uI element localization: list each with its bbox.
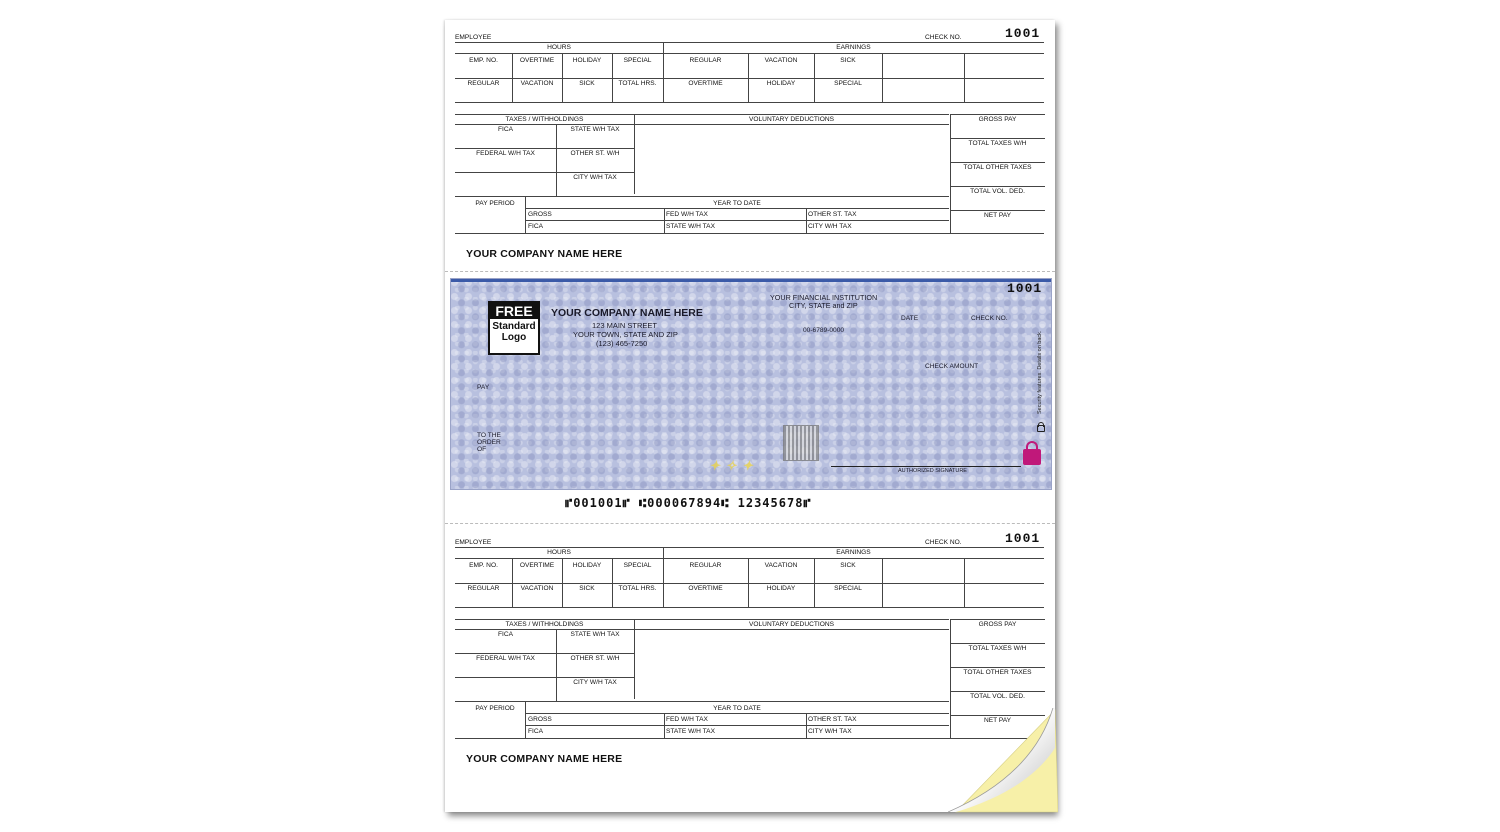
rule-line xyxy=(455,677,634,678)
rule-line xyxy=(455,196,949,197)
hours-header: HOURS xyxy=(547,44,571,51)
rule-line xyxy=(950,138,1045,139)
overtime-label: OVERTIME xyxy=(519,562,555,569)
earnings-header: EARNINGS xyxy=(836,44,871,51)
logo-standard-text: Standard xyxy=(492,321,536,332)
stub-company-name: YOUR COMPANY NAME HERE xyxy=(466,753,623,765)
net-pay-label: NET PAY xyxy=(983,212,1012,219)
earn-regular-label: REGULAR xyxy=(689,57,722,64)
column-divider xyxy=(664,208,665,233)
column-divider xyxy=(525,196,526,234)
rule-line xyxy=(950,691,1045,692)
rule-line xyxy=(455,619,949,620)
hologram-seal-icon xyxy=(783,425,819,461)
other-st-wh-label: OTHER ST. W/H xyxy=(570,655,620,662)
other-st-wh-label: OTHER ST. W/H xyxy=(570,150,620,157)
hrs-regular-label: REGULAR xyxy=(467,585,500,592)
column-divider xyxy=(882,558,883,607)
column-divider xyxy=(634,114,635,194)
special-label: SPECIAL xyxy=(623,562,652,569)
column-divider xyxy=(525,701,526,739)
heat-sensitive-mark: ✦ ✧ ✦ xyxy=(709,458,754,473)
rule-line xyxy=(525,725,949,726)
holiday-label: HOLIDAY xyxy=(572,562,602,569)
rule-line xyxy=(455,629,949,630)
column-divider xyxy=(806,713,807,738)
ytd-fica-label: FICA xyxy=(528,223,544,230)
rule-line xyxy=(950,643,1045,644)
earn-vacation-label: VACATION xyxy=(764,57,798,64)
column-divider xyxy=(663,42,664,102)
column-divider xyxy=(806,208,807,233)
earn-overtime-label: OVERTIME xyxy=(688,585,723,592)
stub-check-number: 1001 xyxy=(1005,26,1041,41)
column-divider xyxy=(964,558,965,607)
rule-line xyxy=(455,148,634,149)
logo-logo-text: Logo xyxy=(501,332,527,343)
total-vol-ded-label: TOTAL VOL. DED. xyxy=(970,693,1025,700)
check-body xyxy=(450,278,1052,490)
year-to-date-header: YEAR TO DATE xyxy=(713,705,761,712)
total-vol-ded-label: TOTAL VOL. DED. xyxy=(970,188,1025,195)
year-to-date-header: YEAR TO DATE xyxy=(713,200,761,207)
taxes-withholdings-header: TAXES / WITHHOLDINGS xyxy=(505,621,584,628)
rule-line xyxy=(455,558,1044,559)
emp-no-label: EMP. NO. xyxy=(469,562,498,569)
hrs-sick-label: SICK xyxy=(579,80,595,87)
emp-no-label: EMP. NO. xyxy=(469,57,498,64)
rule-line xyxy=(455,607,1044,608)
earn-holiday-label: HOLIDAY xyxy=(766,80,796,87)
signature-line xyxy=(831,466,1021,467)
rule-line xyxy=(950,210,1045,211)
small-lock-icon xyxy=(1037,425,1045,432)
page-curl-carbon-copy xyxy=(948,708,1058,814)
company-address: 123 MAIN STREET xyxy=(592,321,658,330)
micr-line: ⑈001001⑈ ⑆000067894⑆ 12345678⑈ xyxy=(565,496,812,510)
ytd-gross-label: GROSS xyxy=(528,211,552,218)
special-label: SPECIAL xyxy=(623,57,652,64)
column-divider xyxy=(556,124,557,196)
rule-line xyxy=(950,114,1045,115)
total-taxes-wh-label: TOTAL TAXES W/H xyxy=(968,140,1027,147)
rule-line xyxy=(455,78,1044,79)
date-label: DATE xyxy=(901,315,919,322)
column-divider xyxy=(664,713,665,738)
payroll-check-sheet xyxy=(445,20,1055,812)
top-payroll-stub xyxy=(445,20,1055,270)
hours-header: HOURS xyxy=(547,549,571,556)
security-features-note: Security features. Details on back. xyxy=(1037,330,1043,414)
rule-line xyxy=(455,233,1044,234)
earn-overtime-label: OVERTIME xyxy=(688,80,723,87)
check-amount-label: CHECK AMOUNT xyxy=(925,363,979,370)
fica-label: FICA xyxy=(497,631,514,638)
of-label: OF xyxy=(477,446,487,453)
state-wh-tax-label: STATE W/H TAX xyxy=(570,631,620,638)
hrs-vacation-label: VACATION xyxy=(520,80,554,87)
routing-fraction: 00-6789-0000 xyxy=(803,327,845,334)
gross-pay-label: GROSS PAY xyxy=(978,621,1017,628)
rule-line xyxy=(455,42,1044,43)
ytd-city-wh-tax-label: CITY W/H TAX xyxy=(808,728,852,735)
hrs-regular-label: REGULAR xyxy=(467,80,500,87)
overtime-label: OVERTIME xyxy=(519,57,555,64)
perforation-line-bottom xyxy=(445,523,1055,524)
ytd-city-wh-tax-label: CITY W/H TAX xyxy=(808,223,852,230)
federal-wh-tax-label: FEDERAL W/H TAX xyxy=(476,655,535,662)
earn-special-label: SPECIAL xyxy=(834,80,862,87)
rule-line xyxy=(455,102,1044,103)
rule-line xyxy=(950,667,1045,668)
fica-label: FICA xyxy=(497,126,514,133)
rule-line xyxy=(950,186,1045,187)
employee-label: EMPLOYEE xyxy=(455,539,492,546)
standard-logo xyxy=(488,301,540,355)
earn-vacation-label: VACATION xyxy=(764,562,798,569)
holiday-label: HOLIDAY xyxy=(572,57,602,64)
federal-wh-tax-label: FEDERAL W/H TAX xyxy=(476,150,535,157)
rule-line xyxy=(455,547,1044,548)
net-pay-label: NET PAY xyxy=(983,717,1012,724)
rule-line xyxy=(455,114,949,115)
ytd-gross-label: GROSS xyxy=(528,716,552,723)
earn-regular-label: REGULAR xyxy=(689,562,722,569)
city-wh-tax-label: CITY W/H TAX xyxy=(573,174,617,181)
authorized-signature-label: AUTHORIZED SIGNATURE xyxy=(898,468,967,474)
ytd-other-st-tax-label: OTHER ST. TAX xyxy=(808,211,857,218)
rule-line xyxy=(455,53,1044,54)
rule-line xyxy=(950,162,1045,163)
check-security-band xyxy=(451,279,1051,282)
rule-line xyxy=(525,713,949,714)
earnings-header: EARNINGS xyxy=(836,549,871,556)
bank-name: YOUR FINANCIAL INSTITUTION xyxy=(770,293,878,302)
order-label: ORDER xyxy=(477,439,501,446)
hrs-vacation-label: VACATION xyxy=(520,585,554,592)
taxes-withholdings-header: TAXES / WITHHOLDINGS xyxy=(505,116,584,123)
company-city-line: YOUR TOWN, STATE AND ZIP xyxy=(573,330,678,339)
ytd-state-wh-tax-label: STATE W/H TAX xyxy=(666,728,715,735)
column-divider xyxy=(634,619,635,699)
earn-sick-label: SICK xyxy=(840,57,856,64)
rule-line xyxy=(525,220,949,221)
earn-holiday-label: HOLIDAY xyxy=(766,585,796,592)
state-wh-tax-label: STATE W/H TAX xyxy=(570,126,620,133)
total-other-taxes-label: TOTAL OTHER TAXES xyxy=(963,669,1032,676)
total-taxes-wh-label: TOTAL TAXES W/H xyxy=(968,645,1027,652)
employee-label: EMPLOYEE xyxy=(455,34,492,41)
ytd-fed-wh-tax-label: FED W/H TAX xyxy=(666,716,708,723)
rule-line xyxy=(455,172,634,173)
check-number: 1001 xyxy=(1007,281,1043,296)
total-hrs-label: TOTAL HRS. xyxy=(618,585,657,592)
hrs-sick-label: SICK xyxy=(579,585,595,592)
check-company-name: YOUR COMPANY NAME HERE xyxy=(551,307,703,319)
ytd-fed-wh-tax-label: FED W/H TAX xyxy=(666,211,708,218)
ytd-other-st-tax-label: OTHER ST. TAX xyxy=(808,716,857,723)
voluntary-deductions-header: VOLUNTARY DEDUCTIONS xyxy=(748,116,834,123)
logo-free-text: FREE xyxy=(490,303,538,319)
total-hrs-label: TOTAL HRS. xyxy=(618,80,657,87)
rule-line xyxy=(455,653,634,654)
rule-line xyxy=(455,583,1044,584)
gross-pay-label: GROSS PAY xyxy=(978,116,1017,123)
pay-period-label: PAY PERIOD xyxy=(475,200,515,207)
rule-line xyxy=(525,208,949,209)
company-phone: (123) 465-7250 xyxy=(596,339,648,348)
bank-city: CITY, STATE and ZIP xyxy=(789,301,858,310)
column-divider xyxy=(964,53,965,102)
earn-sick-label: SICK xyxy=(840,562,856,569)
check-no-label: CHECK NO. xyxy=(925,539,962,546)
check-no-label: CHECK NO. xyxy=(971,315,1008,322)
pay-label: PAY xyxy=(477,384,490,391)
column-divider xyxy=(882,53,883,102)
pay-period-label: PAY PERIOD xyxy=(475,705,515,712)
ytd-fica-label: FICA xyxy=(528,728,544,735)
rule-line xyxy=(455,701,949,702)
earn-special-label: SPECIAL xyxy=(834,585,862,592)
rule-line xyxy=(455,124,949,125)
stub-company-name: YOUR COMPANY NAME HERE xyxy=(466,248,623,260)
perforation-line-top xyxy=(445,271,1055,272)
column-divider xyxy=(663,547,664,607)
total-other-taxes-label: TOTAL OTHER TAXES xyxy=(963,164,1032,171)
to-the-label: TO THE xyxy=(477,432,501,439)
rule-line xyxy=(950,619,1045,620)
ytd-state-wh-tax-label: STATE W/H TAX xyxy=(666,223,715,230)
voluntary-deductions-header: VOLUNTARY DEDUCTIONS xyxy=(748,621,834,628)
city-wh-tax-label: CITY W/H TAX xyxy=(573,679,617,686)
column-divider xyxy=(556,629,557,701)
security-padlock-icon xyxy=(1023,449,1041,465)
stub-check-number: 1001 xyxy=(1005,531,1041,546)
check-no-label: CHECK NO. xyxy=(925,34,962,41)
